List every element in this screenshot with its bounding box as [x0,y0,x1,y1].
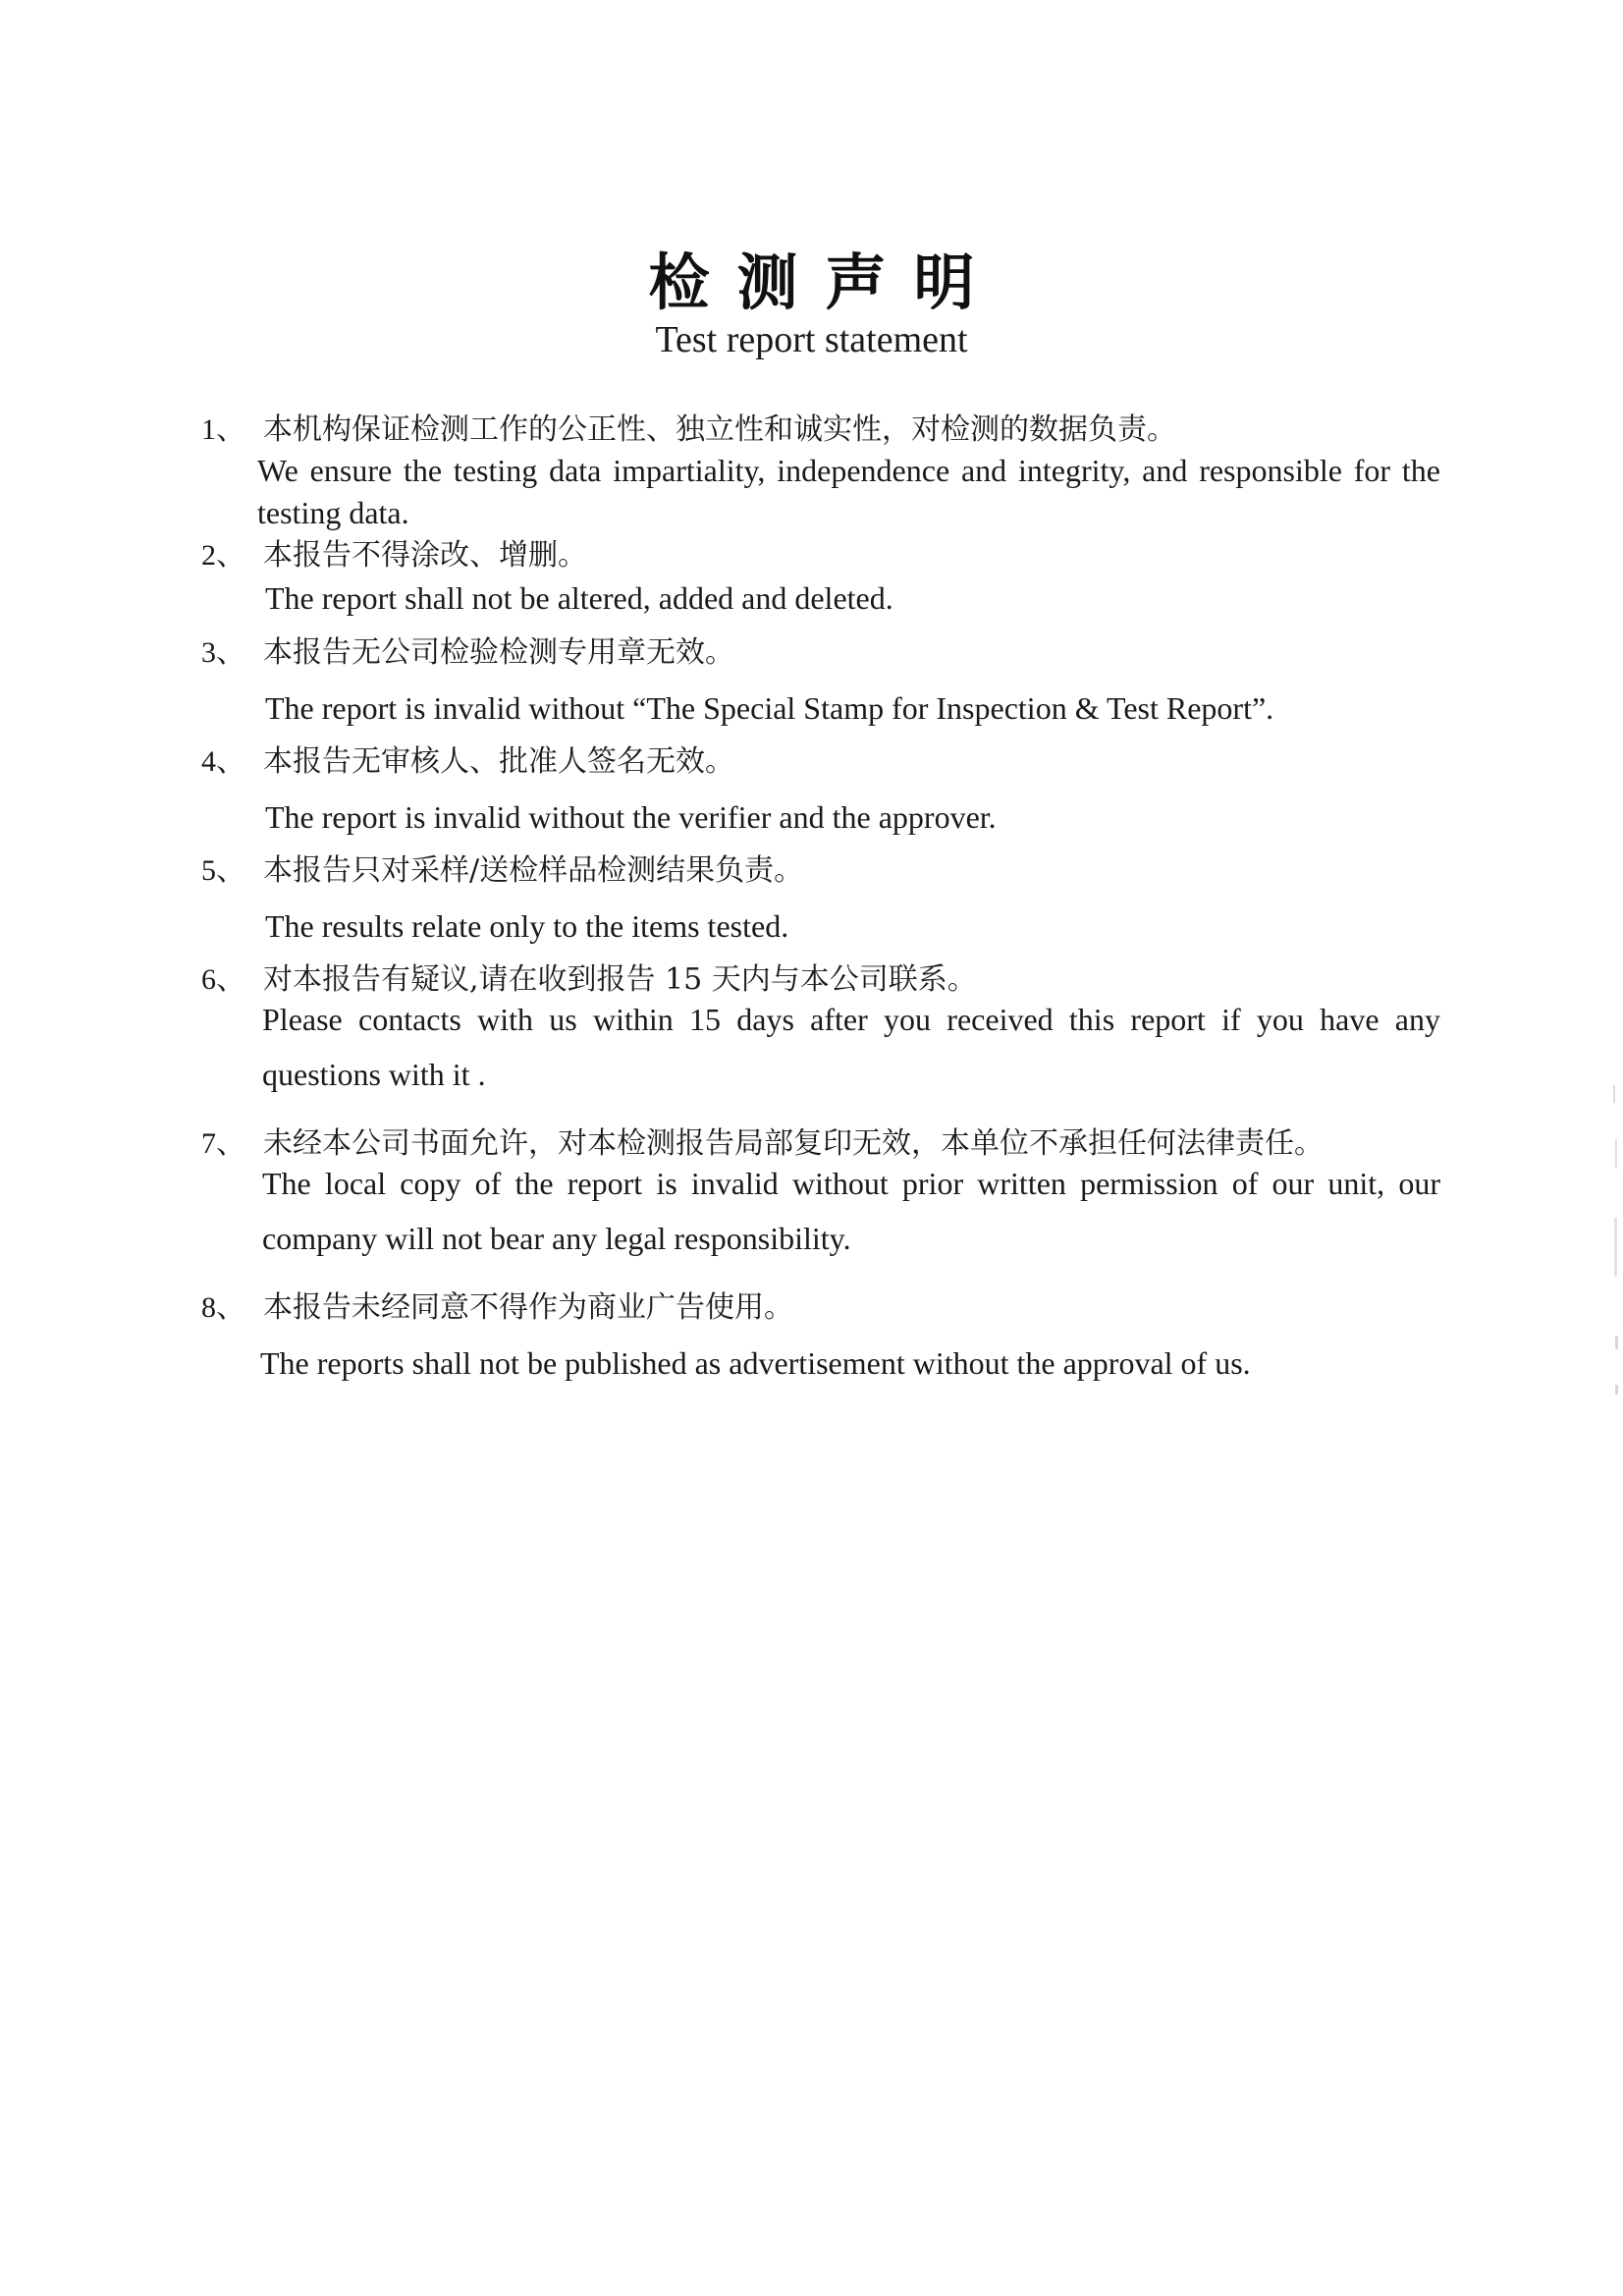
item-chinese-text: 本报告未经同意不得作为商业广告使用。 [263,1290,793,1325]
item-english-text: We ensure the testing data impartiality, independence and integrity, and responsible for the testing data. [257,453,1440,530]
scan-artifact [1615,1385,1618,1394]
scan-artifact [1613,1085,1615,1103]
title-chinese: 检测声明 [648,246,1002,318]
item-english-text: Please contacts with us within 15 days after you received this report if you have any questions with it . [262,1002,1440,1092]
item-english-text: The report is invalid without the verifier and the approver. [265,799,997,835]
scan-artifact [1614,1218,1617,1277]
scan-artifact [1615,1336,1618,1349]
item-number: 3、 [201,636,245,669]
item-english-text: The report is invalid without “The Special Stamp for Inspection & Test Report”. [265,690,1274,726]
item-number: 7、 [201,1127,245,1160]
scan-artifact [1615,1139,1617,1169]
item-number: 6、 [201,963,245,996]
item-chinese-text: 本机构保证检测工作的公正性、独立性和诚实性，对检测的数据负责。 [263,412,1176,447]
item-english-text: The report shall not be altered, added and deleted. [265,580,893,616]
item-number: 4、 [201,745,245,778]
item-number: 2、 [201,539,245,572]
item-number: 8、 [201,1291,245,1324]
item-english-text: The local copy of the report is invalid without prior written permission of our unit, our company will not bear any legal responsibility. [262,1166,1440,1256]
item-english-text: The reports shall not be published as advertisement without the approval of us. [260,1345,1251,1381]
item-chinese-text: 未经本公司书面允许，对本检测报告局部复印无效，本单位不承担任何法律责任。 [263,1126,1324,1161]
item-chinese-text: 本报告不得涂改、增删。 [263,538,587,573]
item-number: 1、 [201,413,245,446]
item-chinese-text: 本报告无公司检验检测专用章无效。 [263,635,734,670]
item-english-text: The results relate only to the items tested. [265,908,789,944]
item-number: 5、 [201,854,245,887]
item-chinese-text: 对本报告有疑议,请在收到报告 15 天内与本公司联系。 [263,962,977,997]
title-english: Test report statement [655,319,968,360]
item-chinese-text: 本报告无审核人、批准人签名无效。 [263,744,734,779]
item-chinese-text: 本报告只对采样/送检样品检测结果负责。 [263,853,804,888]
